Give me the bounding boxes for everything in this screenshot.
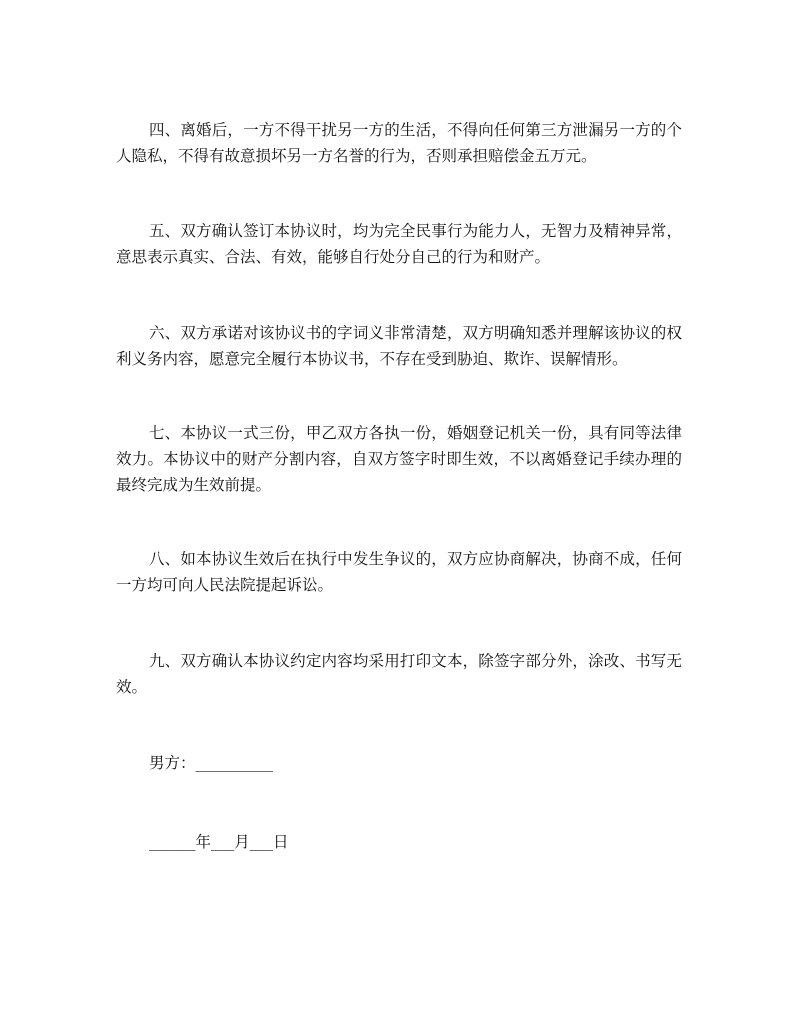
clause-7-paragraph: 七、本协议一式三份，甲乙双方各执一份，婚姻登记机关一份，具有同等法律效力。本协议中的财产分割内容，自双方签字时即生效，不以离婚登记手续办理的最终完成为生效前提。 bbox=[116, 424, 682, 494]
clause-9-paragraph: 九、双方确认本协议约定内容均采用打印文本，除签字部分外，涂改、书写无效。 bbox=[116, 652, 682, 696]
clause-5-paragraph: 五、双方确认签订本协议时，均为完全民事行为能力人，无智力及精神异常，意思表示真实、合法、有效，能够自行处分自己的行为和财产。 bbox=[116, 222, 682, 266]
clause-6-paragraph: 六、双方承诺对该协议书的字词义非常清楚，双方明确知悉并理解该协议的权利义务内容，愿意完全履行本协议书，不存在受到胁迫、欺诈、误解情形。 bbox=[116, 324, 682, 368]
male-party-signature-line: 男方：__________ bbox=[149, 754, 274, 772]
date-line: ______年___月___日 bbox=[149, 833, 289, 851]
clause-8-paragraph: 八、如本协议生效后在执行中发生争议的，双方应协商解决，协商不成，任何一方均可向人民法院提起诉讼。 bbox=[116, 550, 682, 594]
clause-4-paragraph: 四、离婚后，一方不得干扰另一方的生活，不得向任何第三方泄漏另一方的个人隐私，不得有故意损坏另一方名誉的行为，否则承担赔偿金五万元。 bbox=[116, 121, 682, 165]
